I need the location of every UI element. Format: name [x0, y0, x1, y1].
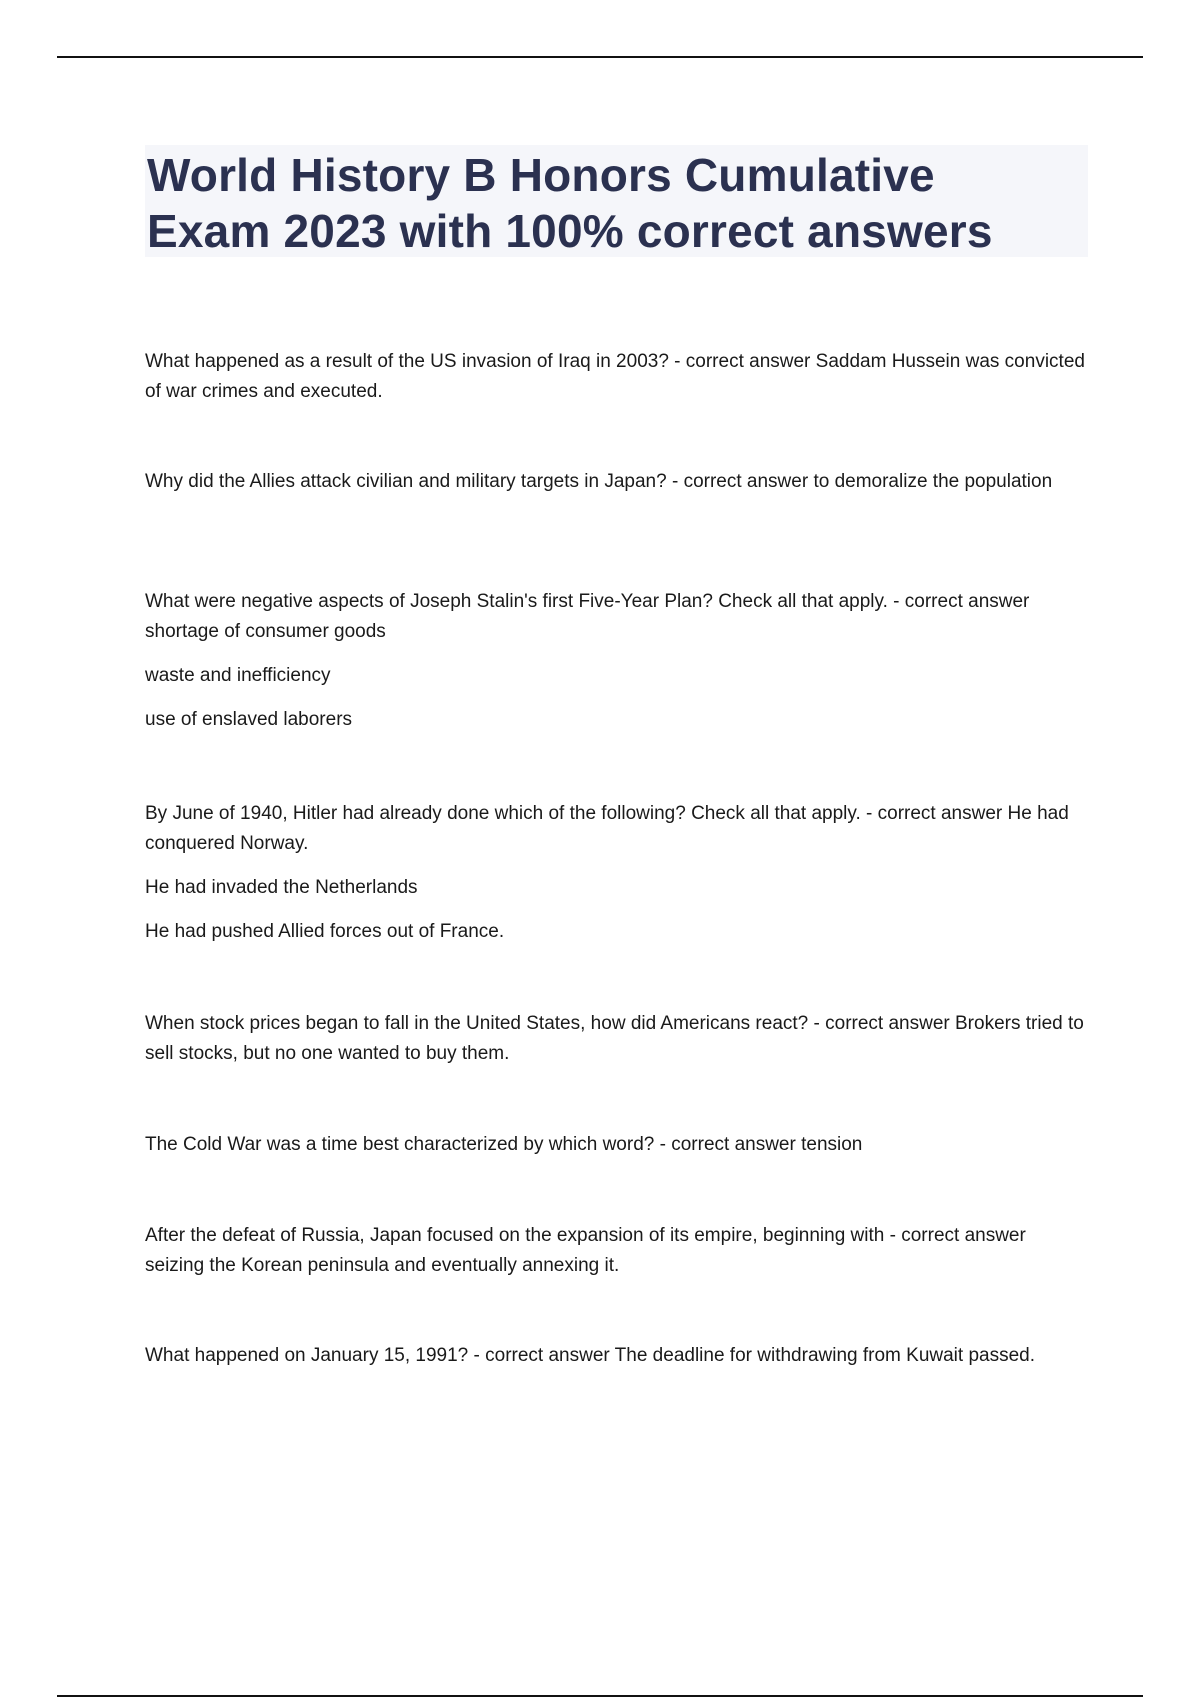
document-title — [147, 147, 1086, 259]
qa-item — [145, 467, 1090, 497]
qa-text: What were negative aspects of Joseph Stalin's first Five-Year Plan? Check all that apply. - correct answer shortage of consumer goods — [145, 591, 1030, 642]
top-rule — [57, 56, 1143, 58]
title-line-1: World History B Honors Cumulative — [147, 149, 935, 201]
qa-text: What happened on January 15, 1991? - correct answer The deadline for withdrawing from Kuwait passed. — [145, 1345, 1035, 1366]
qa-text: By June of 1940, Hitler had already done which of the following? Check all that apply. - correct answer He had conquered Norway. — [145, 803, 1069, 854]
qa-answer-line: He had invaded the Netherlands — [145, 877, 418, 898]
qa-text: Why did the Allies attack civilian and military targets in Japan? - correct answer to demoralize the population — [145, 471, 1053, 492]
qa-text: The Cold War was a time best characterized by which word? - correct answer tension — [145, 1134, 863, 1155]
qa-item — [145, 347, 1090, 407]
bottom-rule — [57, 1695, 1143, 1697]
qa-item — [145, 1130, 1090, 1160]
title-block — [145, 145, 1088, 257]
qa-answer-line: He had pushed Allied forces out of France. — [145, 921, 505, 942]
qa-answer-line: waste and inefficiency — [145, 665, 331, 686]
qa-text: When stock prices began to fall in the United States, how did Americans react? - correct answer Brokers tried to sell stocks, but no one wanted to buy them. — [145, 1013, 1084, 1064]
qa-text: What happened as a result of the US invasion of Iraq in 2003? - correct answer Saddam Hussein was convicted of war crimes and executed. — [145, 351, 1085, 402]
qa-item — [145, 1009, 1090, 1069]
qa-text: After the defeat of Russia, Japan focused on the expansion of its empire, beginning with - correct answer seizing the Korean peninsula and eventually annexing it. — [145, 1225, 1026, 1276]
qa-item — [145, 1221, 1090, 1281]
qa-item — [145, 799, 1090, 947]
qa-item — [145, 587, 1090, 735]
title-line-2: Exam 2023 with 100% correct answers — [147, 205, 993, 257]
qa-answer-line: use of enslaved laborers — [145, 709, 353, 730]
qa-item — [145, 1341, 1090, 1371]
